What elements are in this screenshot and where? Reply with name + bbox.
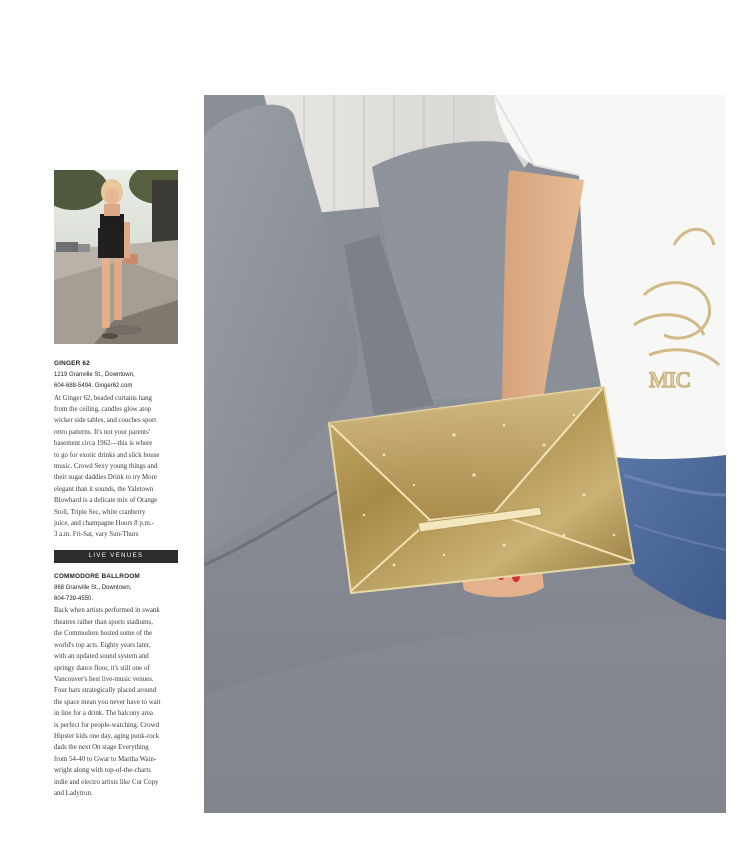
clutch-product-photo <box>204 95 726 813</box>
magazine-column <box>54 170 178 799</box>
street-fashion-photo <box>54 170 178 344</box>
venue-name-ginger-62: GINGER 62 <box>54 360 90 367</box>
venue-address-line: 604-739-4550. <box>54 596 94 603</box>
venue-address-commodore-ballroom <box>54 583 178 606</box>
venue-address-line: 868 Granville St., Downtown, <box>54 584 132 591</box>
section-heading-live-venues: LIVE VENUES <box>54 550 178 563</box>
venue-address-line: 604-688-5494. Ginger62.com <box>54 383 133 390</box>
shirt-print-text: MIC <box>649 367 691 392</box>
venue-name-commodore-ballroom: COMMODORE BALLROOM <box>54 572 140 580</box>
venue-address-ginger-62 <box>54 370 178 393</box>
venue-address-line: 1219 Granville St., Downtown, <box>54 372 135 378</box>
venue-description-commodore-ballroom: Back when artists performed in swank theatres rather than sports stadiums, the Commodore hosted some of the world's top acts. Eighty years later, with an updated sound system and springy dance floor, it's still one of Vancouver's best live-music venues. Four bars strategically placed around the space mean you never have to wait in line for a drink. The balcony area is perfect for people-watching. Crowd Hipster kids one day, aging punk-rock dads the next On stage Everything from 54-40 to Gwar to Martha Wain- wright along with top-of-the-charts indie and electro artists like Cut Copy and Ladytron. <box>54 607 161 797</box>
venue-description-ginger-62: At Ginger 62, beaded curtains hang from the ceiling, candles glow atop wicker side tables, and couches sport retro patterns. It's not your parents' basement circa 1962—this is where to go for exotic drinks and slick house music. Crowd Sexy young things and their sugar daddies Drink to try More elegant than it sounds, the Yaletown Blowhard is a delicate mix of Orange Stoli, Triple Sec, white cranberry juice, and champagne Hours 8 p.m.- 3 a.m. Fri-Sat, vary Sun-Thurs <box>54 394 160 539</box>
